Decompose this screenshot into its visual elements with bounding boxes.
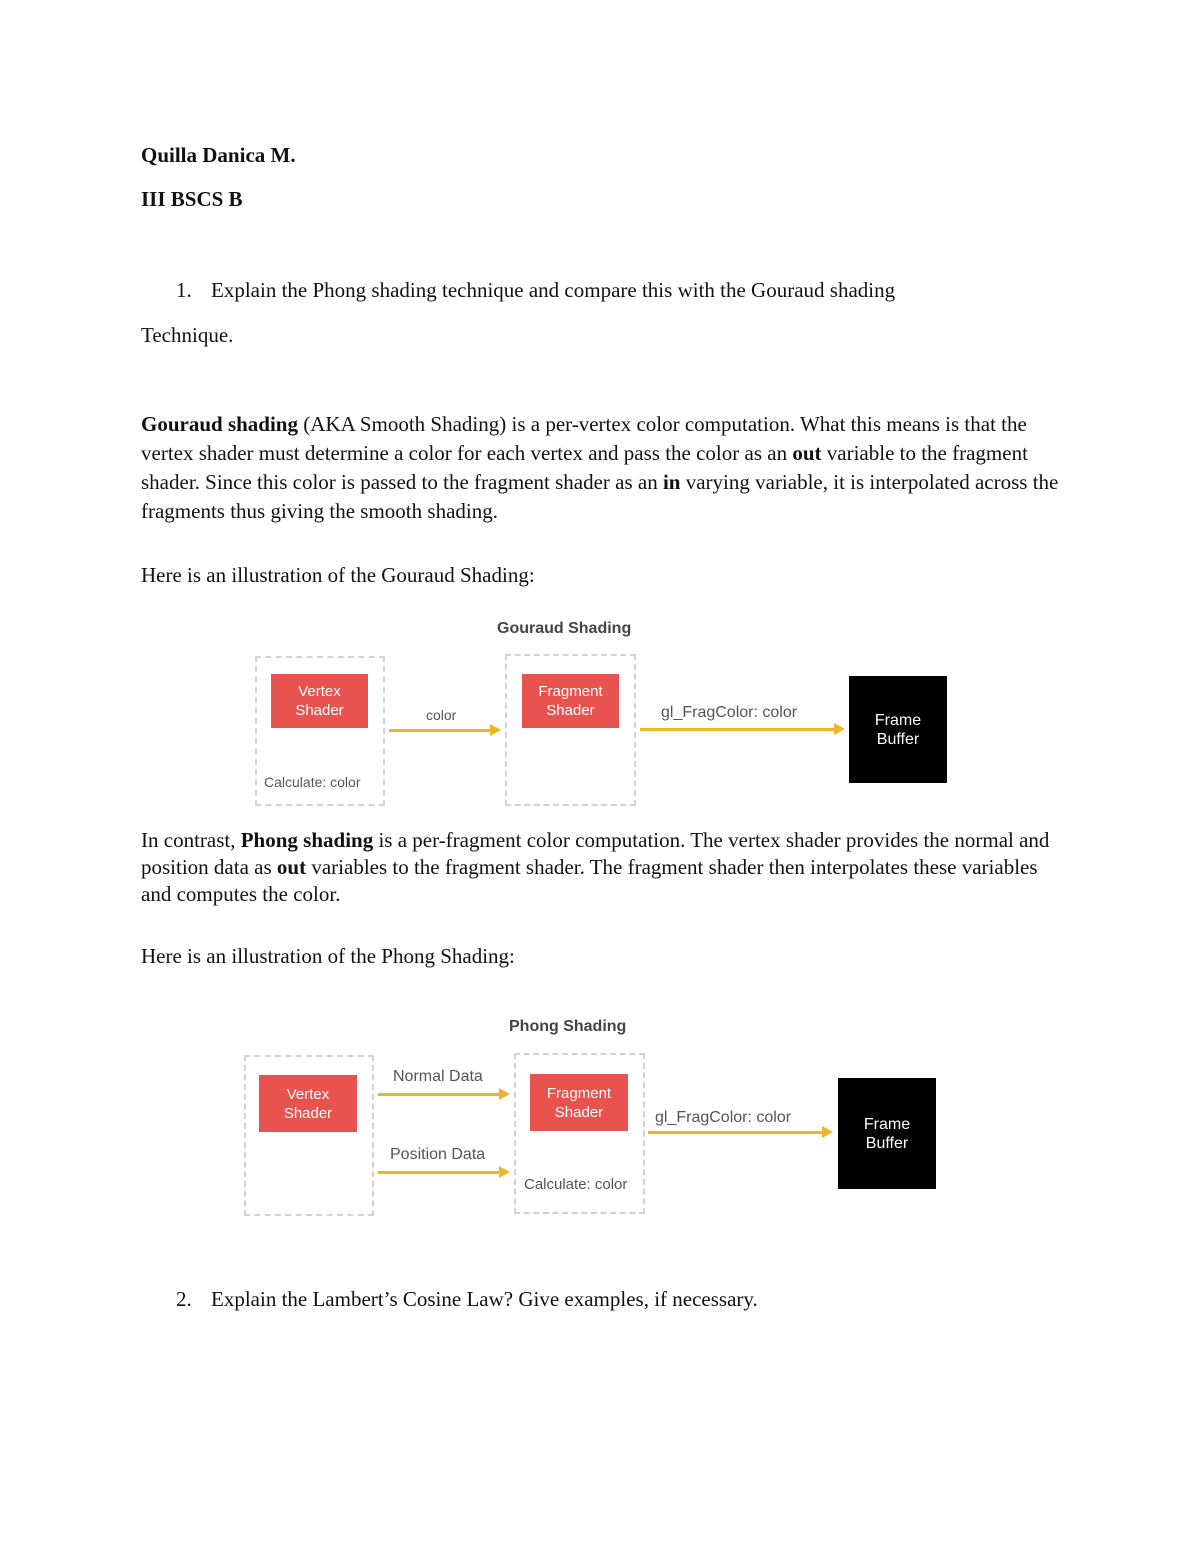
phong-vertex-shader-box: Vertex Shader [259, 1075, 357, 1132]
position-data-label: Position Data [390, 1146, 486, 1163]
phong-fragcolor-arrow [648, 1131, 823, 1134]
student-name: Quilla Danica M. [141, 143, 296, 167]
fragment-shader-box: Fragment Shader [522, 674, 619, 728]
question-2-text: Explain the Lambert’s Cosine Law? Give examples, if necessary. [211, 1287, 758, 1311]
phong-intro: Here is an illustration of the Phong Shading: [141, 944, 515, 968]
phong-fragment-note: Calculate: color [524, 1176, 628, 1193]
fragcolor-arrow [640, 728, 835, 731]
student-section: III BSCS B [141, 187, 243, 211]
question-1-number: 1. [176, 278, 192, 302]
phong-fragment-shader-box: Fragment Shader [530, 1074, 628, 1131]
question-1-continuation: Technique. [141, 323, 234, 347]
frame-buffer-box: Frame Buffer [849, 676, 947, 783]
color-arrow [389, 729, 491, 732]
phong-frame-buffer-box: Frame Buffer [838, 1078, 936, 1189]
phong-paragraph: In contrast, Phong shading is a per-fragment color computation. The vertex shader provides the normal and position data as out variables to the fragment shader. The fragment shader then interpolates these variables and computes the color. [141, 828, 1050, 906]
normal-data-arrow [378, 1093, 500, 1096]
position-data-arrow [378, 1171, 500, 1174]
question-2-number: 2. [176, 1287, 192, 1311]
fragcolor-arrow-label: gl_FragColor: color [661, 704, 798, 721]
color-arrow-label: color [426, 707, 457, 723]
phong-diagram-title: Phong Shading [509, 1018, 627, 1035]
gouraud-paragraph: Gouraud shading (AKA Smooth Shading) is a per-vertex color computation. What this means is that the vertex shader must determine a color for each vertex and pass the color as an out variable to the fragment shader. Since this color is passed to the fragment shader as an in varying variable, it is interpolated across the fragments thus giving the smooth shading. [141, 412, 1059, 523]
gouraud-diagram-title: Gouraud Shading [497, 620, 632, 637]
gouraud-term: Gouraud shading [141, 412, 298, 436]
question-1-text: Explain the Phong shading technique and compare this with the Gouraud shading [211, 278, 896, 302]
vertex-shader-box: Vertex Shader [271, 674, 368, 728]
gouraud-intro: Here is an illustration of the Gouraud Shading: [141, 563, 535, 587]
vertex-note: Calculate: color [264, 774, 361, 790]
phong-term: Phong shading [240, 828, 374, 852]
phong-fragcolor-label: gl_FragColor: color [655, 1109, 792, 1126]
normal-data-label: Normal Data [393, 1068, 483, 1085]
